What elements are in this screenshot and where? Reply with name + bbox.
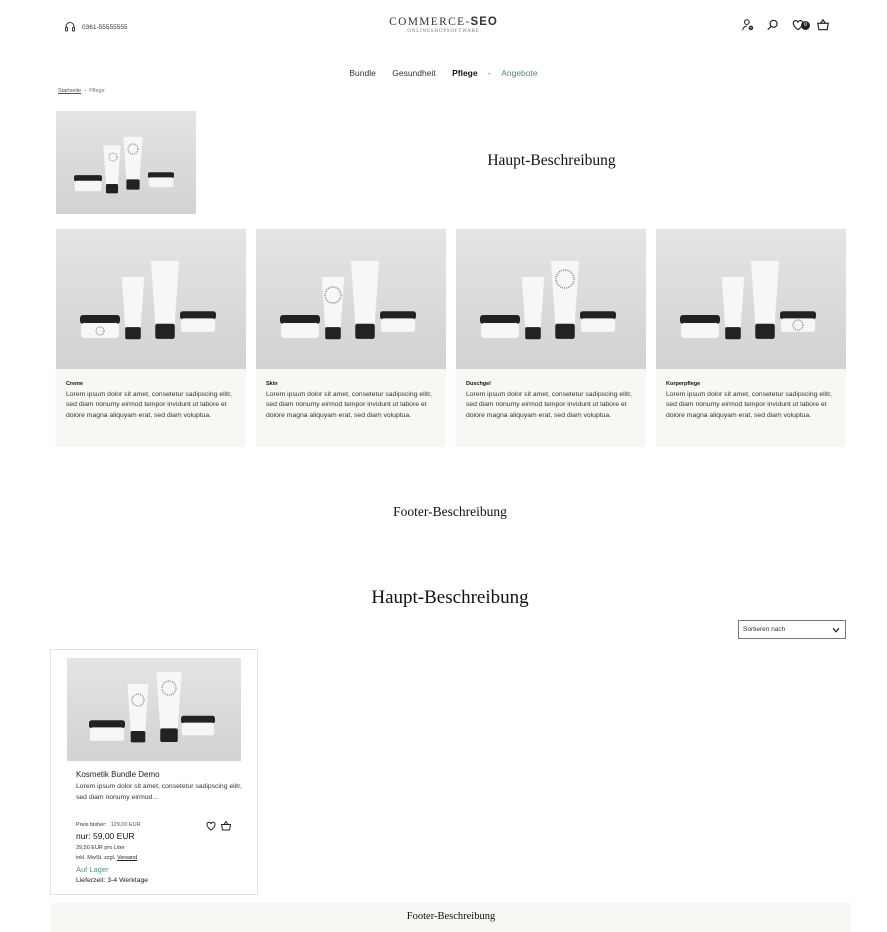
product-card[interactable]	[50, 649, 258, 895]
nav-item-angebote[interactable]: Angebote	[501, 68, 538, 78]
category-image	[256, 229, 446, 369]
product-actions	[205, 820, 232, 832]
old-price-label: Preis bisher:	[76, 822, 107, 828]
category-description: Lorem ipsum dolor sit amet, consetetur sadipscing elitr, sed diam nonumy eirmod tempor invidunt ut labore et dolore magna aliquyam erat, sed diam voluptua.	[466, 391, 632, 419]
wishlist-count-badge: 0	[801, 21, 810, 30]
shipping-link[interactable]: Versand	[116, 855, 138, 861]
breadcrumb	[58, 88, 105, 94]
category-tile-duschgel[interactable]	[456, 229, 646, 447]
wishlist-button[interactable]	[790, 17, 806, 33]
category-title: Skin	[266, 381, 278, 387]
header-actions	[740, 17, 831, 33]
category-hero-image	[56, 111, 196, 214]
unit-price: 29,50 EUR pro Liter	[76, 845, 125, 851]
nav-separator: -	[487, 68, 491, 78]
breadcrumb-arrow-icon: ›	[84, 88, 87, 94]
basket-icon	[816, 18, 830, 32]
stock-status: Auf Lager	[76, 865, 109, 874]
listing-main-description: Haupt-Beschreibung	[371, 587, 529, 608]
listing-footer-description: Footer-Beschreibung	[51, 903, 851, 932]
nav-item-gesundheit[interactable]: Gesundheit	[392, 68, 436, 78]
cart-button[interactable]	[815, 17, 831, 33]
old-price-value: 129,00 EUR	[110, 822, 141, 828]
category-main-description: Haupt-Beschreibung	[487, 152, 616, 169]
category-title: Korperpflege	[666, 381, 701, 387]
tax-note	[76, 855, 137, 861]
logo-text-b: SEO	[470, 16, 498, 28]
category-description: Lorem ipsum dolor sit amet, consetetur sadipscing elitr, sed diam nonumy eirmod tempor invidunt ut labore et dolore magna aliquyam erat, sed diam voluptua.	[66, 391, 232, 419]
phone-number: 0361-55555555	[82, 23, 128, 31]
nav-item-pflege[interactable]: Pflege	[452, 68, 478, 78]
category-tile-creme[interactable]	[56, 229, 246, 447]
category-tile-skin[interactable]	[256, 229, 446, 447]
logo-tagline: ONLINESHOPSOFTWARE	[407, 29, 480, 34]
old-price	[76, 822, 141, 828]
category-title: Creme	[66, 381, 84, 387]
sort-select-label: Sortieren nach	[743, 626, 786, 633]
category-image	[656, 229, 846, 369]
basket-icon[interactable]	[220, 820, 232, 832]
nav-item-bundle[interactable]: Bundle	[349, 68, 376, 78]
heart-icon[interactable]	[205, 820, 217, 832]
breadcrumb-home-link[interactable]: Startseite	[58, 88, 82, 94]
category-image	[56, 229, 246, 369]
product-description: Lorem ipsum dolor sit amet, consetetur sadipscing elitr, sed diam nonumy eirmod...	[76, 783, 242, 801]
chevron-down-icon	[831, 625, 841, 635]
category-footer-description: Footer-Beschreibung	[393, 504, 507, 519]
breadcrumb-current: Pflege	[89, 88, 105, 94]
current-price: nur: 59,00 EUR	[76, 831, 135, 841]
category-image	[456, 229, 646, 369]
search-button[interactable]	[765, 17, 781, 33]
tax-note-text: inkl. MwSt. zzgl.	[76, 855, 116, 861]
category-tile-korperpflege[interactable]	[656, 229, 846, 447]
logo-text-a: COMMERCE-	[389, 16, 471, 28]
category-description: Lorem ipsum dolor sit amet, consetetur sadipscing elitr, sed diam nonumy eirmod tempor invidunt ut labore et dolore magna aliquyam erat, sed diam voluptua.	[666, 391, 832, 419]
product-name[interactable]: Kosmetik Bundle Demo	[76, 770, 160, 779]
user-icon	[741, 18, 755, 32]
search-icon	[766, 18, 780, 32]
main-navigation	[0, 68, 887, 78]
category-description: Lorem ipsum dolor sit amet, consetetur sadipscing elitr, sed diam nonumy eirmod tempor invidunt ut labore et dolore magna aliquyam erat, sed diam voluptua.	[266, 391, 432, 419]
product-image[interactable]	[67, 658, 241, 761]
sort-select[interactable]	[738, 620, 846, 639]
delivery-time: Lieferzeit: 3-4 Werktage	[76, 877, 149, 884]
site-header	[0, 0, 887, 58]
category-title: Duschgel	[466, 381, 491, 387]
account-button[interactable]	[740, 17, 756, 33]
